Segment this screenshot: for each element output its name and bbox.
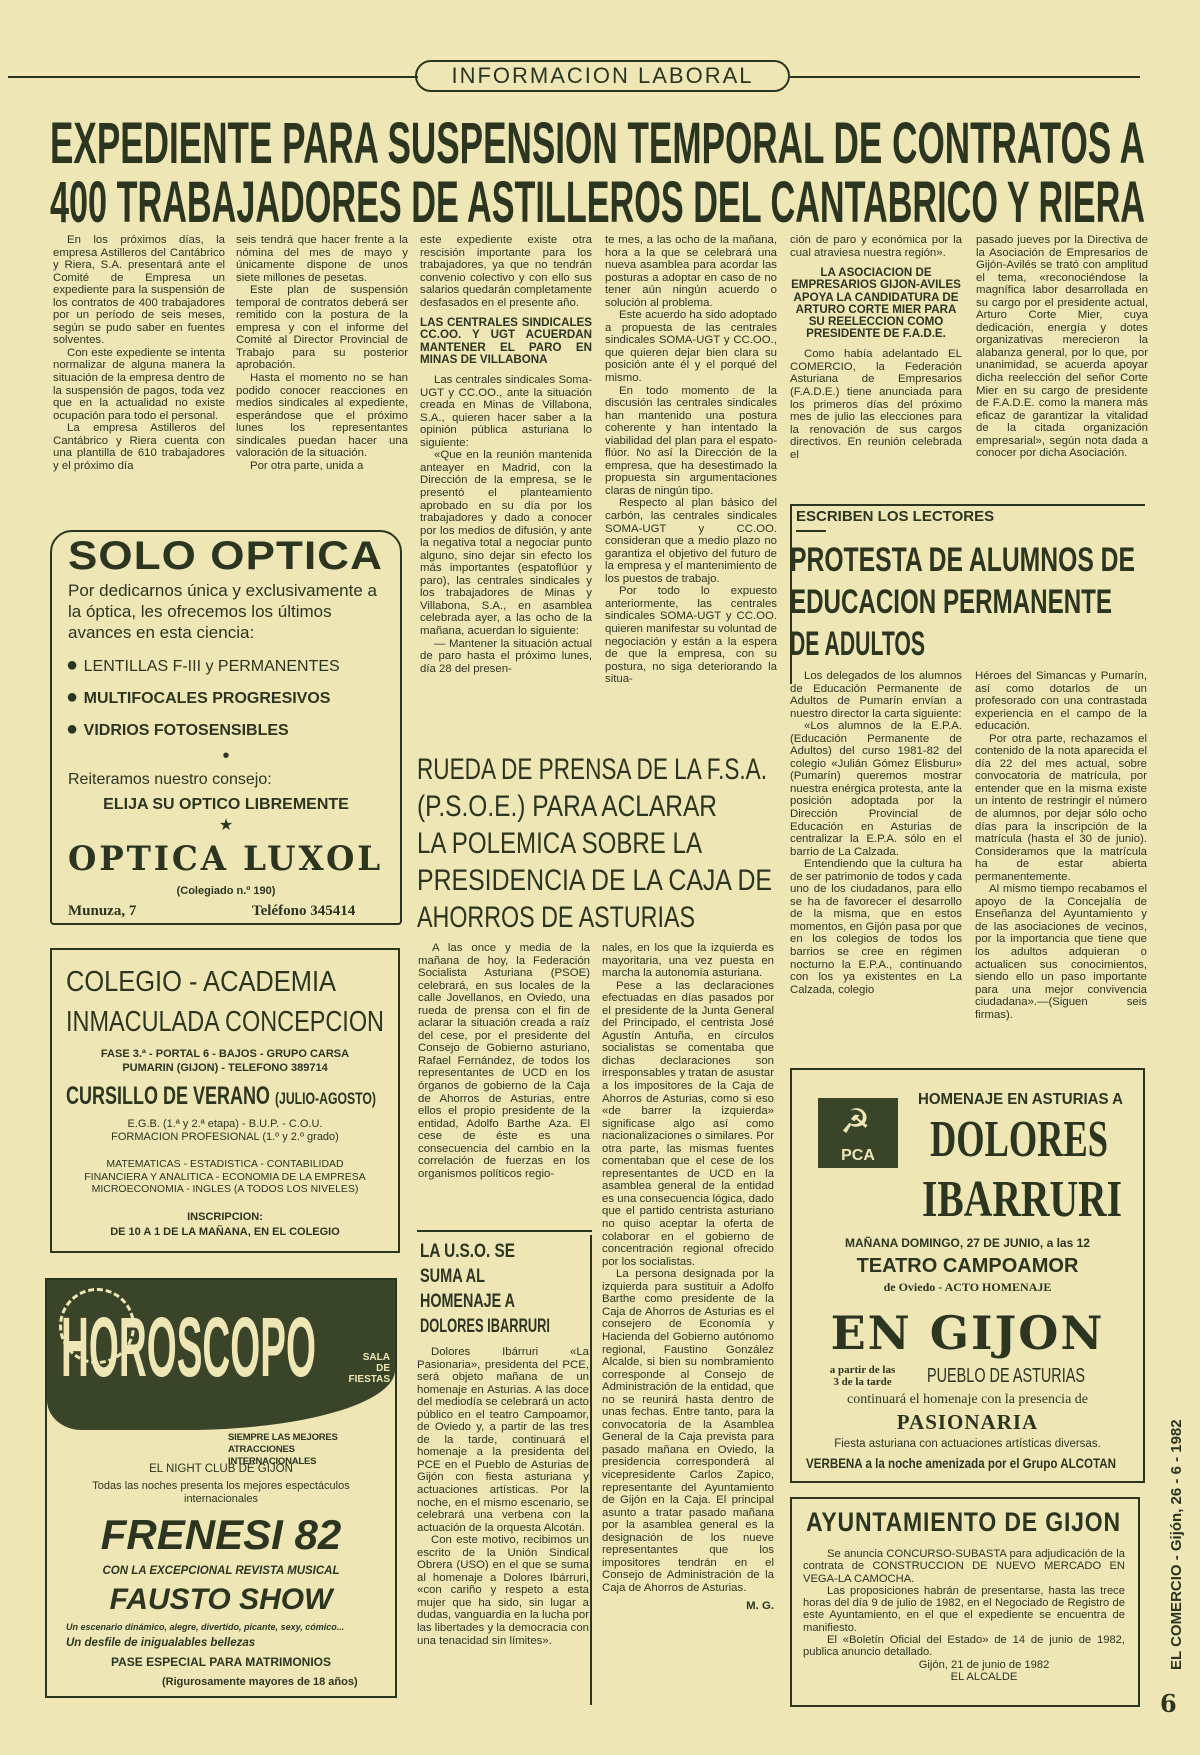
article-paragraph: Entendiendo que la cultura ha de ser patrimonio de todos y cada uno de los ciudadanos, para ello se ha de favorecer el desarrollo de la misma, que en estos momentos, en Gijón pasa por que en los colegios de todos los barrios se cree en régimen nocturno la E.P.A., continuando con los ya existentes en La Calzada, colegio — [790, 858, 962, 996]
letters-column — [790, 670, 962, 996]
article-paragraph: En todo momento de la discusión las centrales sindicales han mantenido una postura coherente y han intentado la viabilidad del plan para el espato-flúor. No así la Dirección de la empresa, que ha desestimado la propuesta sin argumentaciones claras de ningún tipo. — [605, 384, 777, 497]
dolores-place: PUEBLO DE ASTURIAS — [927, 1365, 1085, 1387]
letters-label-rule — [796, 530, 826, 532]
fsa-headline — [417, 752, 777, 937]
header-rule-right — [790, 76, 1140, 78]
optica-item: ● LENTILLAS F-III y PERMANENTES — [66, 654, 340, 676]
horoscopo-logo-text: HOROSCOPO — [61, 1300, 316, 1394]
uso-headline-line: SUMA AL — [420, 1266, 485, 1287]
subjects-line: MICROECONOMIA - INGLES (A TODOS LOS NIVELES) — [91, 1183, 359, 1195]
article-paragraph: Héroes del Simancas y Pumarín, así como dotarlos de un profesorado con una contrastada experiencia en el campo de la educación. — [975, 670, 1147, 733]
fsa-headline-line: RUEDA DE PRENSA DE LA F.S.A. — [417, 753, 767, 786]
dolores-date: MAÑANA DOMINGO, 27 DE JUNIO, a las 12 — [845, 1236, 1090, 1250]
horoscopo-sub — [330, 1352, 390, 1385]
dolores-continue: continuará el homenaje con la presencia de — [847, 1392, 1088, 1407]
optica-items — [66, 650, 396, 746]
tagline-line: SIEMPRE LAS MEJORES ATRACCIONES — [228, 1432, 338, 1455]
logo-sub-line: DE — [376, 1363, 390, 1374]
horoscopo-revue: FAUSTO SHOW — [109, 1583, 333, 1616]
main-article-column — [420, 234, 592, 675]
notice-paragraph: Se anuncia CONCURSO-SUBASTA para adjudicación de la contrata de CONSTRUCCION DE NUEVO MERCADO EN VEGA-LA CAMOCHA. — [803, 1548, 1125, 1585]
horoscopo-nightly — [45, 1480, 397, 1506]
article-paragraph: Por todo lo expuesto anteriormente, las centrales sindicales SOMA-UGT y CC.OO. quieren manifestar su voluntad de negociación y están a la espera de que la empresa, con su postura, no siga deteriorando la situa- — [605, 585, 777, 686]
article-paragraph: nales, en los que la izquierda es mayoritaria, una vez puesta en marcha la autonomía asturiana. — [602, 942, 774, 980]
optica-slogan: ELIJA SU OPTICO LIBREMENTE — [103, 796, 349, 813]
logo-sub-line: SALA — [362, 1352, 390, 1363]
article-subheading: LA ASOCIACION DE EMPRESARIOS GIJON-AVILES APOYA LA CANDIDATURA DE ARTURO CORTE MIER PARA SU REELECCION COMO PRESIDENTE DE F.A.D.E. — [791, 266, 961, 341]
folio-text: EL COMERCIO - Gijón, 26 - 6 - 1982 — [1168, 1419, 1185, 1670]
article-paragraph: Los delegados de los alumnos de Educación Permanente de Adultos de Pumarín envían a nuestro director la carta siguiente: — [790, 670, 962, 720]
colegio-enroll — [50, 1210, 400, 1240]
main-headline-line-2: 400 TRABAJADORES DE ASTILLEROS DEL CANTABRICO Y RIERA — [50, 170, 1145, 235]
horoscopo-club: EL NIGHT CLUB DE GIJON — [149, 1463, 293, 1475]
article-paragraph: Con este motivo, recibimos un escrito de la Unión Sindical Obrera (USO) en el que se suma al homenaje a Dolores Ibárruri, «con cariño y respeto a esta mujer que ha sido, sin lugar a dudas, vanguardia en la lucha por las libertades y la democracia con una tenacidad sin límites». — [417, 1534, 589, 1647]
subjects-line: MATEMATICAS - ESTADISTICA - CONTABILIDAD — [106, 1158, 344, 1170]
uso-headline — [420, 1240, 590, 1340]
pca-logo — [818, 1098, 898, 1168]
letters-headline-line: EDUCACION PERMANENTE — [790, 583, 1112, 621]
dolores-guest: PASIONARIA — [896, 1410, 1039, 1434]
section-header: INFORMACION LABORAL — [415, 60, 790, 92]
optica-bullet: • — [222, 745, 230, 767]
optica-advice: Reiteramos nuestro consejo: — [68, 771, 272, 788]
fsa-article-column — [602, 942, 774, 1613]
optica-item: ● VIDRIOS FOTOSENSIBLES — [66, 718, 289, 740]
main-headline-line-1: EXPEDIENTE PARA SUSPENSION TEMPORAL DE CONTRATOS A — [50, 111, 1145, 176]
levels-line: E.G.B. (1.ª y 2.ª etapa) - B.U.P. - C.O.U. — [127, 1118, 323, 1130]
horoscopo-age: (Rigurosamente mayores de 18 años) — [162, 1676, 358, 1688]
time-line: a partir de las — [829, 1364, 896, 1376]
letters-column — [975, 670, 1147, 1021]
star-icon: ★ — [218, 817, 234, 834]
dolores-fiesta: Fiesta asturiana con actuaciones artísticas diversas. — [834, 1438, 1101, 1450]
article-paragraph: Al mismo tiempo recabamos el apoyo de la Concejalía de Enseñanza del Ayuntamiento y de las asociaciones de vecinos, por la importancia que tiene que los adultos adquieran o actualicen sus conocimientos, siendo ello un paso importante para una mejor convivencia ciudadana».—(Siguen seis firmas). — [975, 883, 1147, 1021]
tagline-line: INTERNACIONALES — [228, 1456, 317, 1467]
dolores-venue-sub: de Oviedo - ACTO HOMENAJE — [883, 1280, 1052, 1294]
dolores-line1: HOMENAJE EN ASTURIAS A — [918, 1091, 1123, 1108]
notice-signer: EL ALCALDE — [950, 1670, 1018, 1683]
article-paragraph: Por otra parte, unida a — [250, 459, 364, 472]
colegio-address — [50, 1047, 400, 1075]
horoscopo-revue-label: CON LA EXCEPCIONAL REVISTA MUSICAL — [102, 1565, 340, 1577]
header-rule-left — [8, 76, 418, 78]
article-paragraph: — Mantener la situación actual de paro hasta el próximo lunes, día 28 del presen- — [420, 637, 592, 675]
colegio-title-1: COLEGIO - ACADEMIA — [66, 966, 336, 998]
optica-license: (Colegiado n.º 190) — [176, 885, 276, 897]
article-paragraph: te mes, a las ocho de la mañana, hora a la que se celebrará una nueva asamblea para acordar las posturas a adoptar en caso de no tener aún ningún acuerdo o solución al problema. — [605, 234, 777, 309]
pca-logo-text: PCA — [841, 1147, 875, 1164]
article-paragraph: Por otra parte, rechazamos el contenido de la nota aparecida el día 22 del mes actual, sobre convocatoria de matrícula, por entender que en la misma existe un intento de restringir el número de alumnos, por dejar sólo ocho días para la inscripción de la matrícula (hasta el 30 de junio). Consideramos que la matrícula ha de estar abierta permanentemente. — [975, 732, 1147, 883]
article-paragraph: pasado jueves por la Directiva de la Asociación de Empresarios de Gijón-Avilés se trató con amplitud el tema, «reconociéndose la magnífica labor desarrollada en su cargo por el presidente actual, Arturo Corte Mier, cuya dedicación, energía y dotes organizativas merecieron la alabanza general, por lo que, por unanimidad, se acuerda apoyar dicha reelección del señor Corte Mier en su cargo de presidente de F.A.D.E. como la manera más eficaz de garantizar la vitalidad de la citada organización empresarial», según nota dada a conocer por dicha Asociación. — [976, 234, 1148, 460]
main-article-column — [605, 234, 777, 686]
letters-headline-line: DE ADULTOS — [790, 625, 925, 663]
bullet-icon: ● — [66, 686, 84, 708]
time-line: 3 de la tarde — [833, 1376, 892, 1388]
uso-article-column — [417, 1346, 589, 1647]
dolores-time — [815, 1364, 910, 1388]
enroll-label: INSCRIPCION: — [187, 1211, 263, 1223]
letters-headline — [790, 540, 1140, 666]
article-signature: M. G. — [746, 1600, 774, 1613]
fsa-article-column — [418, 942, 590, 1180]
dolores-name1: DOLORES — [930, 1111, 1108, 1168]
optica-brand-logo: OPTICA LUXOL — [68, 839, 383, 879]
article-paragraph: Como había adelantado EL COMERCIO, la Federación Asturiana de Empresarios (F.A.D.E.) tiene anunciada para los primeros días del próximo mes de julio las elecciones para la renovación de sus cargos directivos. En reunión celebrada el — [790, 348, 962, 461]
article-paragraph: La persona designada por la izquierda para sustituir a Adolfo Barthe como presidente de la Caja de Ahorros de Asturias es el consejero de Economía y Hacienda del Gobierno autónomo regional, Faustino González Alcalde, si bien su nombramiento corresponde al Consejo de Administración de la entidad, que no se reunirá hasta dentro de unas fechas. Entre tanto, para la convocatoria de la Asamblea General de la Caja prevista para pasado mañana en Oviedo, la presidencia corresponderá al vicepresidente Carlos Zapico, representante del Ayuntamiento de Gijón en la Caja. El principal asunto a tratar pasado mañana por la asamblea general es la designación de los nueve representantes que los impositores tendrán en el Consejo de Administración de la Caja de Ahorros de Asturias. — [602, 1268, 774, 1594]
nightly-line: Todas las noches presenta los mejores espectáculos — [92, 1480, 350, 1492]
notice-paragraph: El «Boletín Oficial del Estado» de 14 de junio de 1982, publica anuncio detallado. — [803, 1634, 1125, 1659]
horoscopo-desc1: Un escenario dinámico, alegre, divertido, picante, sexy, cómico... — [66, 1622, 345, 1632]
address-line: FASE 3.ª - PORTAL 6 - BAJOS - GRUPO CARSA — [100, 1048, 350, 1060]
article-paragraph: Pese a las declaraciones efectuadas en días pasados por el presidente de la Junta General del Principado, el centrista José Agustín Antuña, en círculos socialistas se comentaba que dichas declaraciones son irresponsables y tratan de asustar a los impositores de la Caja de Ahorros de Asturias, como si eso «de barrer la izquierda» significase algo así como nacionalizaciones o similares. Por otra parte, las mismas fuentes comentaban que el cese de los representantes de UCD en la asamblea general de la entidad es una consecuencia lógica, dado que el partido centrista asturiano no quiso aceptar la oferta de colaborar en el gobierno de concentración regional ofrecido por los socialistas. — [602, 979, 774, 1268]
article-paragraph: Este plan de suspensión temporal de contratos deberá ser remitido con la postura de la empresa y con el informe del Comité al Director Provincial de Trabajo para su posterior aprobación. — [236, 284, 408, 372]
optica-title: SOLO OPTICA — [68, 534, 384, 578]
fsa-headline-line: LA POLEMICA SOBRE LA — [417, 827, 702, 860]
optica-address: Munuza, 7 — [68, 903, 137, 919]
notice-paragraph: Las proposiciones habrán de presentarse, hasta las trece horas del día 9 de julio de 1982, en el Negociado de Registro de este Ayuntamiento, en el que el expediente se encuentra de manifiesto. — [803, 1584, 1125, 1634]
uso-headline-line: LA U.S.O. SE — [420, 1241, 515, 1262]
colegio-title-2: INMACULADA CONCEPCION — [66, 1006, 384, 1038]
article-paragraph: La empresa Astilleros del Cantábrico y Riera cuenta con una plantilla de 610 trabajadores y el próximo día — [53, 422, 225, 472]
horoscopo-show: FRENESI 82 — [100, 1511, 342, 1558]
main-article-column — [53, 234, 225, 472]
uso-box-top — [417, 1230, 592, 1232]
uso-headline-line: DOLORES IBARRURI — [420, 1316, 550, 1337]
main-article-column — [236, 234, 408, 472]
colegio-subjects — [50, 1158, 400, 1196]
article-paragraph: A las once y media de la mañana de hoy, la Federación Socialista Asturiana (PSOE) celebrará, en sus locales de la calle Jovellanos, en Oviedo, una rueda de prensa con el fin de aclarar la situación creada a raíz del cese, por el presidente del Consejo de Gobierno asturiano, Rafael Fernández, de todos los representantes de UCD en los órganos de gobierno de la Caja de Ahorros de Asturias, entre ellos el propio presidente de la entidad, Adolfo Barthe Aza. El cese de éste es una consecuencia del cambio en la correlación de fuerzas en los organismos políticos regio- — [418, 942, 590, 1180]
enroll-text: DE 10 A 1 DE LA MAÑANA, EN EL COLEGIO — [110, 1226, 340, 1238]
article-paragraph: «Los alumnos de la E.P.A. (Educación Permanente de Adultos) del curso 1981-82 del colegio «Julián Gómez Elisburu» (Pumarín) queremos mostrar nuestra enérgica protesta, ante la posición adoptada por la Dirección Provincial de Educación en Asturias de centralizar la E.P.A. sólo en el barrio de La Calzada. — [790, 720, 962, 858]
dolores-name2: IBARRURI — [922, 1171, 1122, 1228]
dolores-city: EN GIJON — [830, 1306, 1105, 1360]
hammer-sickle-icon: ☭ — [840, 1103, 871, 1141]
article-paragraph: este expediente existe otra rescisión importante para los trabajadores, ya que no tendrán convenio colectivo y con ello sus salarios quedarán completamente desfasados en el presente año. — [420, 234, 592, 309]
colegio-course: CURSILLO DE VERANO (JULIO-AGOSTO) — [66, 1082, 376, 1110]
main-article-column — [976, 234, 1148, 460]
dolores-verbena: VERBENA a la noche amenizada por el Grupo ALCOTAN — [806, 1455, 1116, 1471]
horoscopo-desc2: Un desfile de inigualables bellezas — [66, 1637, 256, 1649]
article-paragraph: Con este expediente se intenta normalizar de alguna manera la situación de la empresa dentro de la suspensión de pagos, toda vez que en la actualidad no existe ocupación para todo el personal. — [53, 346, 225, 422]
page-number: 6 — [1160, 1689, 1177, 1718]
notice-date: Gijón, 21 de junio de 1982 — [918, 1658, 1050, 1671]
article-paragraph: «Que en la reunión mantenida anteayer en Madrid, con la Dirección de la empresa, se le presentó el planteamiento aprobado en su día por los trabajadores y dado a conocer por los medios de difusión, y ante la negativa total a negociar punto alguno, sino dejar sin efecto los más importantes (espatoflúor y paro), las centrales sindicales y los trabajadores de Minas y Villabona, S.A., en asamblea celebrada ayer, a las ocho de la mañana, acuerdan lo siguiente: — [420, 449, 592, 638]
address-line: PUMARIN (GIJON) - TELEFONO 389714 — [122, 1062, 328, 1074]
article-paragraph: Hasta el momento no se han podido conocer reacciones en medios sindicales al expediente, esperándose que el próximo lunes los representantes sindicales puedan hacer una valoración de la situación. — [236, 372, 408, 460]
bullet-icon: ● — [66, 654, 84, 676]
letters-section-label: ESCRIBEN LOS LECTORES — [796, 508, 995, 525]
article-paragraph: seis tendrá que hacer frente a la nómina del mes de mayo y únicamente dispone de unos siete millones de pesetas. — [236, 234, 408, 284]
article-paragraph: Las centrales sindicales Soma-UGT y CC.OO., ante la situación creada en Minas de Villabona, S.A., quieren hacer saber a la opinión pública asturiana lo siguiente: — [420, 374, 592, 449]
optica-item: ● MULTIFOCALES PROGRESIVOS — [66, 686, 331, 708]
colegio-levels — [50, 1118, 400, 1144]
article-paragraph: Dolores Ibárruri «La Pasionaria», presidenta del PCE, será objeto mañana de un homenaje en Asturias. A las doce del mediodía se celebrará un acto público en el teatro Campoamor, de Oviedo y, a partir de las tres de la tarde, continuará el homenaje a la presidenta del PCE en el Pueblo de Asturias de Gijón con fiesta asturiana y actuaciones artísticas. Por la noche, en el mismo escenario, se celebrará una verbena con la actuación de la orquesta Alcotán. — [417, 1346, 589, 1534]
bullet-icon: ● — [66, 718, 84, 740]
ayuntamiento-title: AYUNTAMIENTO DE GIJON — [806, 1507, 1121, 1537]
dolores-venue: TEATRO CAMPOAMOR — [856, 1255, 1079, 1277]
nightly-line: internacionales — [184, 1493, 258, 1505]
article-paragraph: Respecto al plan básico del carbón, las centrales sindicales SOMA-UGT y CC.OO. consideran que a medio plazo no garantiza el objetivo del futuro de la empresa y el mantenimiento de los puestos de trabajo. — [605, 497, 777, 585]
article-paragraph: En los próximos días, la empresa Astilleros del Cantábrico y Riera, S.A. presentará ante el Comité de Empresa un expediente para la suspensión de los contratos de 400 trabajadores por un período de seis meses, según se pudo saber en fuentes solventes. — [53, 234, 225, 347]
fsa-headline-line: (P.S.O.E.) PARA ACLARAR — [417, 790, 717, 823]
optica-phone: Teléfono 345414 — [252, 903, 356, 919]
ayuntamiento-body — [803, 1548, 1125, 1683]
fsa-headline-line: PRESIDENCIA DE LA CAJA DE — [417, 864, 772, 897]
uso-headline-line: HOMENAJE A — [420, 1291, 515, 1312]
article-paragraph: ción de paro y económica por la cual atraviesa nuestra región». — [790, 234, 962, 259]
letters-headline-line: PROTESTA DE ALUMNOS DE — [790, 541, 1135, 579]
column-rule — [590, 1235, 592, 1705]
article-paragraph: Este acuerdo ha sido adoptado a propuesta de las centrales sindicales SOMA-UGT y CC.OO., que quieren dejar bien clara su posición ante él y el porqué del mismo. — [605, 309, 777, 385]
subjects-line: FINANCIERA Y ANALITICA - ECONOMIA DE LA EMPRESA — [84, 1170, 366, 1183]
main-article-column — [790, 234, 962, 461]
article-subheading: LAS CENTRALES SINDICALES CC.OO. Y UGT ACUERDAN MANTENER EL PARO EN MINAS DE VILLABONA — [420, 316, 592, 366]
optica-intro: Por dedicarnos única y exclusivamente a la óptica, les ofrecemos los últimos avances en esta ciencia: — [68, 581, 377, 642]
levels-line: FORMACION PROFESIONAL (1.º y 2.º grado) — [111, 1131, 339, 1143]
horoscopo-special: PASE ESPECIAL PARA MATRIMONIOS — [110, 1655, 332, 1669]
logo-sub-line: FIESTAS — [348, 1374, 390, 1385]
fsa-headline-line: AHORROS DE ASTURIAS — [417, 901, 695, 934]
